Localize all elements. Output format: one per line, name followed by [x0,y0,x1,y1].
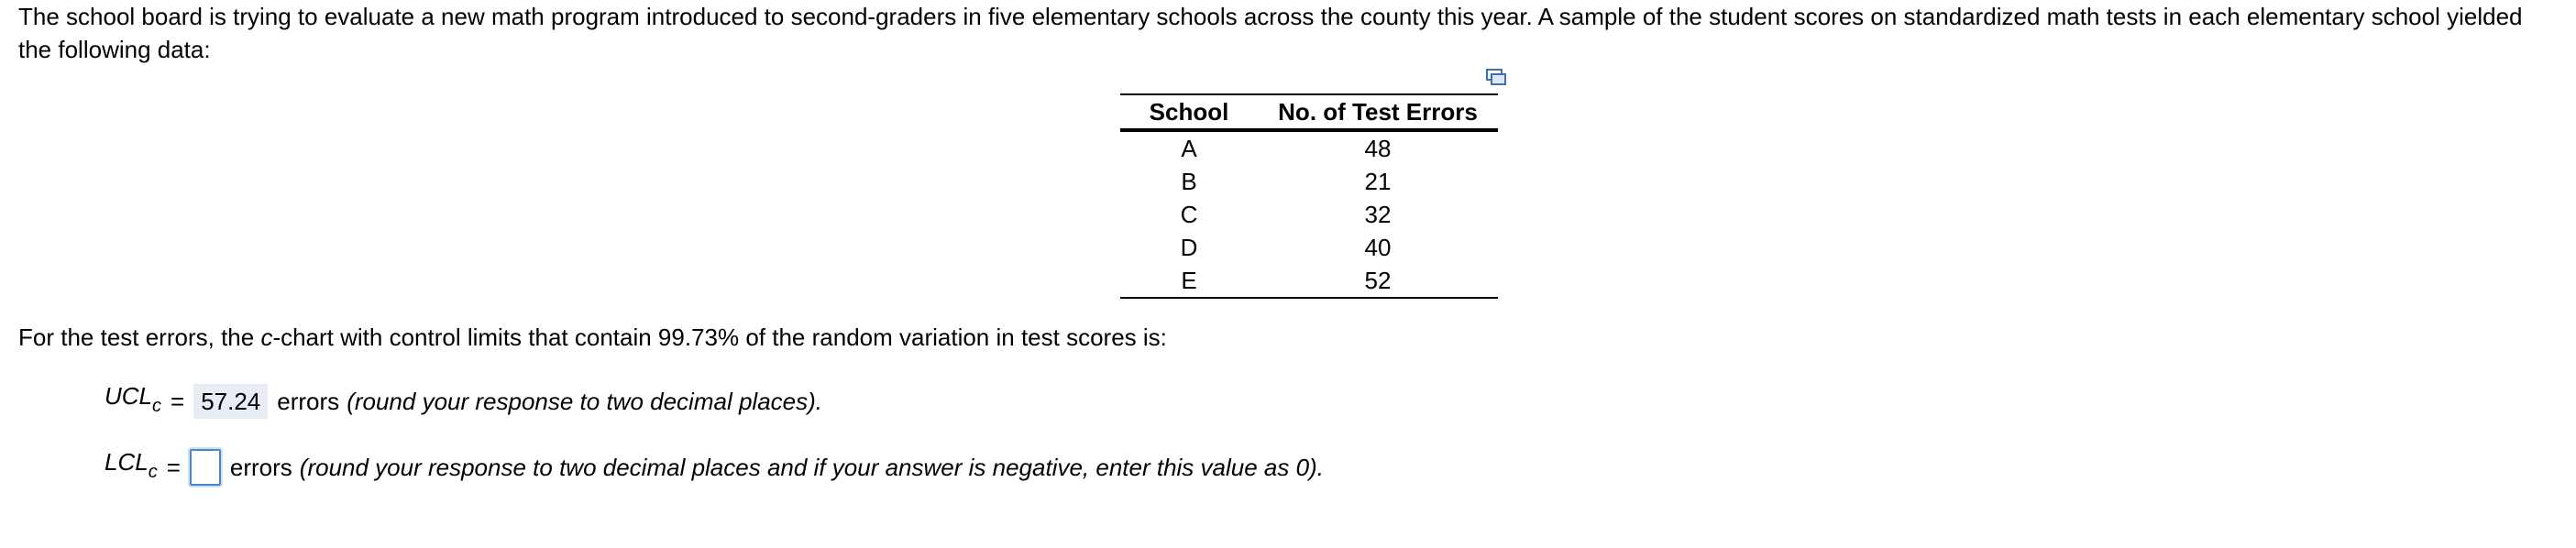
school-cell: A [1181,135,1197,162]
lcl-label-text: LCL [105,448,149,476]
lcl-unit: errors [229,453,292,481]
table-row [1120,264,1498,298]
lcl-row [105,444,1324,490]
ucl-hint: (round your response to two decimal places). [347,387,822,415]
question-text-post: -chart with control limits that contain 99.73% of the random variation in test scores is: [272,323,1167,351]
errors-cell: 48 [1364,135,1392,162]
data-table-container [1120,93,1498,299]
school-cell: E [1120,264,1258,298]
question-prompt [18,321,1167,354]
table-row [1120,130,1498,165]
errors-cell: 52 [1258,264,1498,298]
question-text-pre: For the test errors, the [18,323,261,351]
column-header-school: School [1120,94,1258,130]
lcl-subscript: c [148,462,158,482]
school-cell: D [1180,234,1198,261]
question-text-italic: c [260,323,273,351]
problem-statement [18,0,2558,66]
ucl-label-text: UCL [105,382,153,410]
copy-table-icon[interactable] [1485,68,1507,86]
lcl-hint: (round your response to two decimal places and if your answer is negative, enter this value as 0). [299,453,1324,481]
problem-text: The school board is trying to evaluate a new math program introduced to second-graders in five elementary schools across the county this year. A sample of the student scores on standardized math tests in each elementary school yielded the following data: [18,3,2523,63]
errors-cell: 21 [1364,168,1392,195]
table-row [1120,231,1498,264]
errors-table [1120,93,1498,299]
school-cell: B [1181,168,1197,195]
ucl-row [105,378,822,424]
lcl-answer-input[interactable] [190,449,221,486]
column-header-errors: No. of Test Errors [1258,94,1498,130]
table-header-row [1120,94,1498,130]
ucl-equals: = [171,387,185,415]
errors-cell: 40 [1364,234,1392,261]
ucl-answer: 57.24 [193,384,268,419]
errors-cell: 32 [1364,201,1392,228]
table-row [1120,198,1498,231]
ucl-unit: errors [277,387,340,415]
table-row [1120,165,1498,198]
lcl-equals: = [166,453,181,481]
ucl-subscript: c [152,396,162,416]
ucl-label [105,378,161,424]
lcl-label [105,444,158,490]
school-cell: C [1180,201,1198,228]
